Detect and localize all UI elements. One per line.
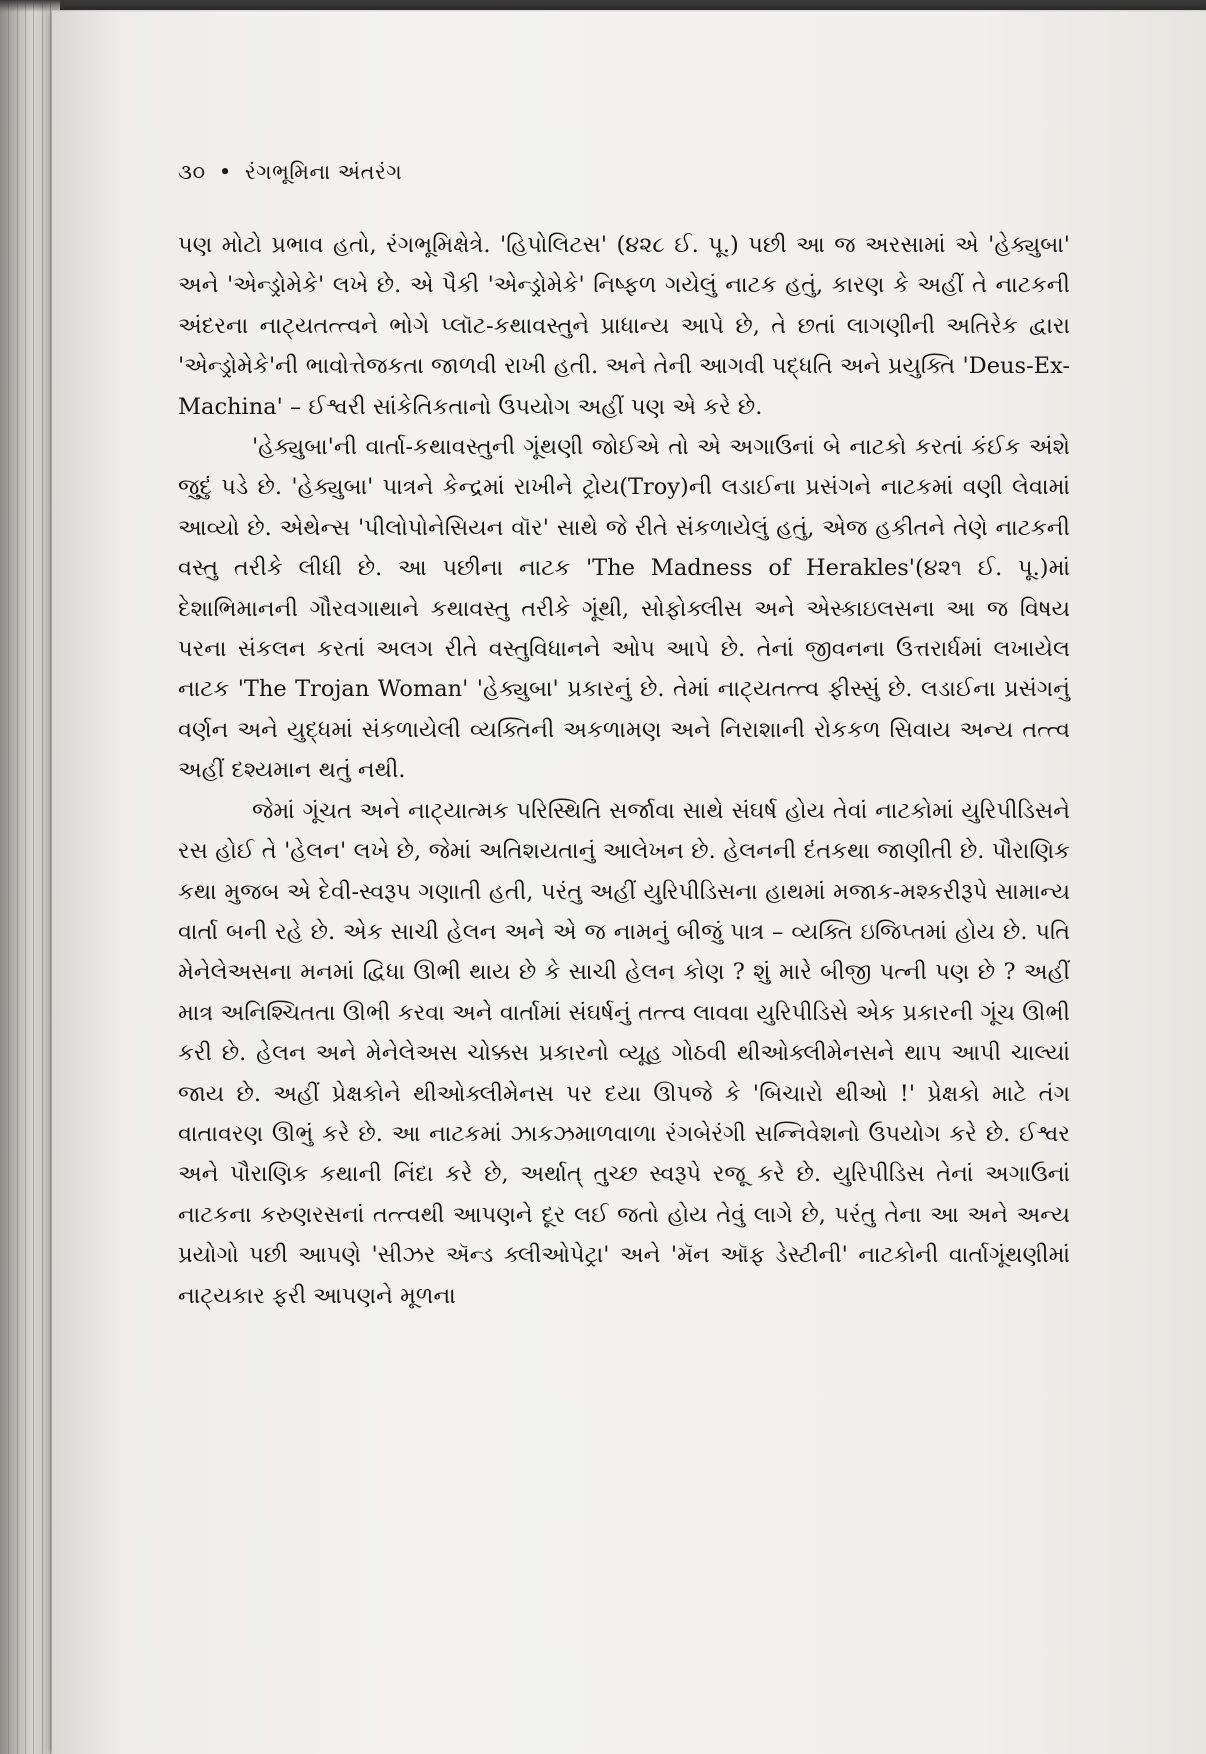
- running-title: રંગભૂમિના અંતરંગ: [244, 160, 403, 184]
- paragraph: જેમાં ગૂંચત અને નાટ્યાત્મક પરિસ્થિતિ સર્જાવા સાથે સંઘર્ષ હોય તેવાં નાટકોમાં યુરિપીડિસને રસ હોઈ તે 'હેલન' લખે છે, જેમાં અતિશયતાનું આલેખન છે. હેલનની દંતકથા જાણીતી છે. પૌરાણિક કથા મુજબ એ દેવી-સ્વરૂપ ગણાતી હતી, પરંતુ અહીં યુરિપીડિસના હાથમાં મજાક-મશ્કરીરૂપે સામાન્ય વાર્તા બની રહે છે. એક સાચી હેલન અને એ જ નામનું બીજું પાત્ર – વ્યક્તિ ઇજિપ્તમાં હોય છે. પતિ મેનેલેઅસના મનમાં દ્વિધા ઊભી થાય છે કે સાચી હેલન કોણ ? શું મારે બીજી પત્ની પણ છે ? અહીં માત્ર અનિશ્ચિતતા ઊભી કરવા અને વાર્તામાં સંઘર્ષનું તત્ત્વ લાવવા યુરિપીડિસે એક પ્રકારની ગૂંચ ઊભી કરી છે. હેલન અને મેનેલેઅસ ચોક્કસ પ્રકારનો વ્યૂહ ગોઠવી થીઓક્લીમેનસને થાપ આપી ચાલ્યાં જાય છે. અહીં પ્રેક્ષકોને થીઓક્લીમેનસ પર દયા ઊપજે કે 'બિચારો થીઓ !' પ્રેક્ષકો માટે તંગ વાતાવરણ ઊભું કરે છે. આ નાટકમાં ઝાકઝમાળવાળા રંગબેરંગી સન્નિવેશનો ઉપયોગ કરે છે. ઈશ્વર અને પૌરાણિક કથાની નિંદા કરે છે, અર્થાત્ તુચ્છ સ્વરૂપે રજૂ કરે છે. યુરિપીડિસ તેનાં અગાઉનાં નાટકના કરુણરસનાં તત્ત્વથી આપણને દૂર લઈ જતો હોય તેવું લાગે છે, પરંતુ તેના આ અને અન્ય પ્રયોગો પછી આપણે 'સીઝર ઍન્ડ ક્લીઓપેટ્રા' અને 'મૅન ઑફ ડેસ્ટીની' નાટકોની વાર્તાગૂંથણીમાં નાટ્યકાર ફરી આપણને મૂળના: [178, 797, 1070, 1309]
- page-body: [178, 225, 1070, 1316]
- header-bullet: •: [218, 160, 232, 184]
- paragraph: પણ મોટો પ્રભાવ હતો, રંગભૂમિક્ષેત્રે. 'હિપોલિટસ' (૪૨૮ ઈ. પૂ.) પછી આ જ અરસામાં એ 'હેક્યુબા' અને 'એન્ડ્રોમેકે' લખે છે. એ પૈકી 'એન્ડ્રોમેકે' નિષ્ફળ ગયેલું નાટક હતું, કારણ કે અહીં તે નાટકની અંદરના નાટ્યતત્ત્વને ભોગે પ્લૉટ-કથાવસ્તુને પ્રાધાન્ય આપે છે, તે છતાં લાગણીની અતિરેક દ્વારા 'એન્ડ્રોમેકે'ની ભાવોત્તેજકતા જાળવી રાખી હતી. અને તેની આગવી પદ્ધતિ અને પ્રયુક્તિ 'Deus-Ex-Machina' – ઈશ્વરી સાંકેતિકતાનો ઉપયોગ અહીં પણ એ કરે છે.: [178, 232, 1070, 420]
- book-page-edges: [0, 0, 60, 1754]
- paragraph: 'હેક્યુબા'ની વાર્તા-કથાવસ્તુની ગૂંથણી જોઈએ તો એ અગાઉનાં બે નાટકો કરતાં કંઈક અંશે જુદું પડે છે. 'હેક્યુબા' પાત્રને કેન્દ્રમાં રાખીને ટ્રોય(Troy)ની લડાઈના પ્રસંગને નાટકમાં વણી લેવામાં આવ્યો છે. એથેન્સ 'પીલોપોનેસિયન વૉર' સાથે જે રીતે સંકળાયેલું હતું, એજ હકીતને તેણે નાટકની વસ્તુ તરીકે લીધી છે. આ પછીના નાટક 'The Madness of Herakles'(૪૨૧ ઈ. પૂ.)માં દેશાભિમાનની ગૌરવગાથાને કથાવસ્તુ તરીકે ગૂંથી, સોફોક્લીસ અને એસ્કાઇલસના આ જ વિષય પરના સંકલન કરતાં અલગ રીતે વસ્તુવિધાનને ઓપ આપે છે. તેનાં જીવનના ઉત્તરાર્ધમાં લખાયેલ નાટક 'The Trojan Woman' 'હેક્યુબા' પ્રકારનું છે. તેમાં નાટ્યતત્ત્વ ફીસ્સું છે. લડાઈના પ્રસંગનું વર્ણન અને યુદ્ધમાં સંકળાયેલી વ્યક્તિની અકળામણ અને નિરાશાની રોકકળ સિવાય અન્ય તત્ત્વ અહીં દશ્યમાન થતું નથી.: [178, 434, 1070, 784]
- running-header: [178, 160, 402, 185]
- page-number: ૩૦: [178, 160, 206, 184]
- scan-top-shadow: [0, 0, 1206, 12]
